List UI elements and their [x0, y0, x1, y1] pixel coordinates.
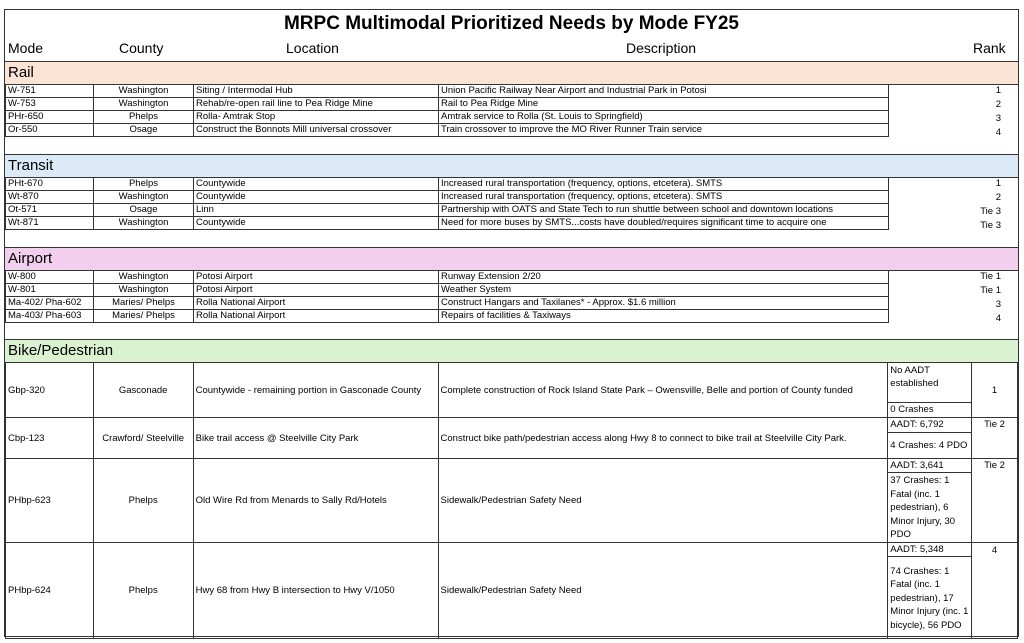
header-location: Location — [286, 40, 339, 56]
county-cell: Washington — [94, 217, 194, 230]
description-cell: Rail to Pea Ridge Mine — [439, 98, 889, 111]
table-row — [6, 204, 889, 217]
transit-table — [5, 177, 889, 230]
rail-table — [5, 84, 889, 137]
rail-rank-column — [965, 84, 1001, 140]
county-cell: Washington — [94, 85, 194, 98]
crashes-value: 74 Crashes: 1 Fatal (inc. 1 pedestrian), 17 Minor Injury (inc. 1 bicycle), 56 PDO — [890, 565, 969, 631]
rank-cell: Tie 2 — [972, 418, 1018, 459]
location-cell: Bike trail access @ Steelville City Park — [193, 418, 438, 459]
description-cell: Sidewalk/Pedestrian Safety Need — [438, 542, 888, 638]
description-cell: Complete construction of Rock Island State Park – Owensville, Belle and portion of County funded — [438, 363, 888, 418]
table-row — [6, 191, 889, 204]
location-cell: Siting / Intermodal Hub — [194, 85, 439, 98]
description-cell: Construct bike path/pedestrian access along Hwy 8 to connect to bike trail at Steelville City Park. — [438, 418, 888, 459]
mode-cell: W-751 — [6, 85, 94, 98]
rank-cell: 4 — [995, 313, 1001, 324]
mode-cell: Ma-402/ Pha-602 — [6, 297, 94, 310]
section-transit: Transit — [5, 154, 1018, 178]
description-cell: Weather System — [439, 284, 889, 297]
description-cell: Amtrak service to Rolla (St. Louis to Springfield) — [439, 111, 889, 124]
location-cell: Old Wire Rd from Menards to Sally Rd/Hotels — [193, 459, 438, 543]
crashes-value: 0 Crashes — [890, 403, 934, 415]
rank-cell: Tie 3 — [980, 206, 1001, 217]
table-row — [6, 310, 889, 323]
rank-cell: Tie 3 — [980, 220, 1001, 231]
description-cell: Sidewalk/Pedestrian Safety Need — [438, 459, 888, 543]
rank-cell: 1 — [972, 363, 1018, 418]
mode-cell: Or-550 — [6, 124, 94, 137]
location-cell: Potosi Airport — [194, 284, 439, 297]
aadt-value: AADT: 3,641 — [888, 459, 971, 473]
table-row — [6, 284, 889, 297]
mode-cell: W-800 — [6, 271, 94, 284]
rank-cell: 4 — [995, 127, 1001, 138]
mode-cell: PHbp-624 — [6, 542, 94, 638]
county-cell: Phelps — [93, 459, 193, 543]
mode-cell: Cbp-123 — [6, 418, 94, 459]
rank-cell: 1 — [995, 85, 1001, 96]
mode-cell: W-801 — [6, 284, 94, 297]
location-cell: Countywide — [194, 217, 439, 230]
rank-cell: Tie 1 — [980, 271, 1001, 282]
county-cell: Crawford/ Steelville — [93, 418, 193, 459]
location-cell: Linn — [194, 204, 439, 217]
table-row — [6, 363, 1018, 418]
table-row — [6, 124, 889, 137]
location-cell: Rolla National Airport — [194, 310, 439, 323]
location-cell: Rolla National Airport — [194, 297, 439, 310]
table-row — [6, 111, 889, 124]
crashes-value: 37 Crashes: 1 Fatal (inc. 1 pedestrian), 6 Minor Injury, 30 PDO — [890, 475, 956, 540]
table-row — [6, 418, 1018, 459]
section-rail: Rail — [5, 61, 1018, 85]
table-row — [6, 542, 1018, 638]
spreadsheet — [4, 9, 1019, 637]
mode-cell: Wt-871 — [6, 217, 94, 230]
airport-rank-column — [965, 270, 1001, 326]
description-cell: Need for more buses by SMTS...costs have doubled/requires significant time to acquire one — [439, 217, 889, 230]
table-row — [6, 297, 889, 310]
table-row — [6, 85, 889, 98]
county-cell: Washington — [94, 284, 194, 297]
rank-cell: 3 — [995, 113, 1001, 124]
county-cell: Phelps — [94, 178, 194, 191]
location-cell: Construct the Bonnots Mill universal crossover — [194, 124, 439, 137]
table-row — [6, 98, 889, 111]
mode-cell: W-753 — [6, 98, 94, 111]
header-county: County — [119, 40, 164, 56]
section-bike-pedestrian: Bike/Pedestrian — [5, 339, 1018, 363]
county-cell: Phelps — [93, 542, 193, 638]
county-cell: Washington — [94, 98, 194, 111]
description-cell: Increased rural transportation (frequency, options, etcetera). SMTS — [439, 191, 889, 204]
rank-cell: Tie 2 — [972, 459, 1018, 543]
location-cell: Hwy 68 from Hwy B intersection to Hwy V/1050 — [193, 542, 438, 638]
location-cell: Countywide - remaining portion in Gasconade County — [193, 363, 438, 418]
rank-cell: Tie 1 — [980, 285, 1001, 296]
location-cell: Countywide — [194, 191, 439, 204]
description-cell: Runway Extension 2/20 — [439, 271, 889, 284]
county-cell: Washington — [94, 271, 194, 284]
mode-cell: Wt-870 — [6, 191, 94, 204]
rank-cell: 2 — [995, 99, 1001, 110]
transit-rank-column — [965, 177, 1001, 233]
rank-cell: 2 — [995, 192, 1001, 203]
county-cell: Osage — [94, 124, 194, 137]
table-row — [6, 459, 1018, 543]
mode-cell: Ma-403/ Pha-603 — [6, 310, 94, 323]
table-row — [6, 271, 889, 284]
county-cell: Maries/ Phelps — [94, 297, 194, 310]
aadt-cell — [888, 542, 972, 638]
aadt-value: AADT: 6,792 — [888, 418, 971, 433]
rank-cell: 3 — [995, 299, 1001, 310]
location-cell: Rolla- Amtrak Stop — [194, 111, 439, 124]
county-cell: Osage — [94, 204, 194, 217]
description-cell: Construct Hangars and Taxilanes* - Approx. $1.6 million — [439, 297, 889, 310]
mode-cell: PHbp-623 — [6, 459, 94, 543]
aadt-cell — [888, 363, 972, 418]
aadt-value: AADT: 5,348 — [888, 543, 971, 557]
airport-table — [5, 270, 889, 323]
header-rank: Rank — [973, 40, 1006, 56]
rank-cell: 4 — [972, 542, 1018, 638]
county-cell: Gasconade — [93, 363, 193, 418]
location-cell: Potosi Airport — [194, 271, 439, 284]
description-cell: Increased rural transportation (frequency, options, etcetera). SMTS — [439, 178, 889, 191]
mode-cell: PHr-650 — [6, 111, 94, 124]
section-airport: Airport — [5, 247, 1018, 271]
aadt-value: No AADT established — [888, 364, 971, 403]
description-cell: Train crossover to improve the MO River Runner Train service — [439, 124, 889, 137]
rank-cell: 1 — [995, 178, 1001, 189]
header-description: Description — [626, 40, 697, 56]
sheet-title: MRPC Multimodal Prioritized Needs by Mode FY25 — [283, 13, 739, 34]
header-mode: Mode — [8, 40, 44, 56]
mode-cell: Gbp-320 — [6, 363, 94, 418]
description-cell: Partnership with OATS and State Tech to run shuttle between school and downtown locations — [439, 204, 889, 217]
table-row — [6, 217, 889, 230]
county-cell: Phelps — [94, 111, 194, 124]
aadt-cell — [888, 459, 972, 543]
location-cell: Countywide — [194, 178, 439, 191]
description-cell: Union Pacific Railway Near Airport and Industrial Park in Potosi — [439, 85, 889, 98]
table-row — [6, 178, 889, 191]
mode-cell: PHt-670 — [6, 178, 94, 191]
description-cell: Repairs of facilities & Taxiways — [439, 310, 889, 323]
county-cell: Maries/ Phelps — [94, 310, 194, 323]
bike-table — [5, 362, 1018, 639]
county-cell: Washington — [94, 191, 194, 204]
mode-cell: Ot-571 — [6, 204, 94, 217]
location-cell: Rehab/re-open rail line to Pea Ridge Mine — [194, 98, 439, 111]
aadt-cell — [888, 418, 972, 459]
crashes-value: 4 Crashes: 4 PDO — [890, 440, 968, 451]
